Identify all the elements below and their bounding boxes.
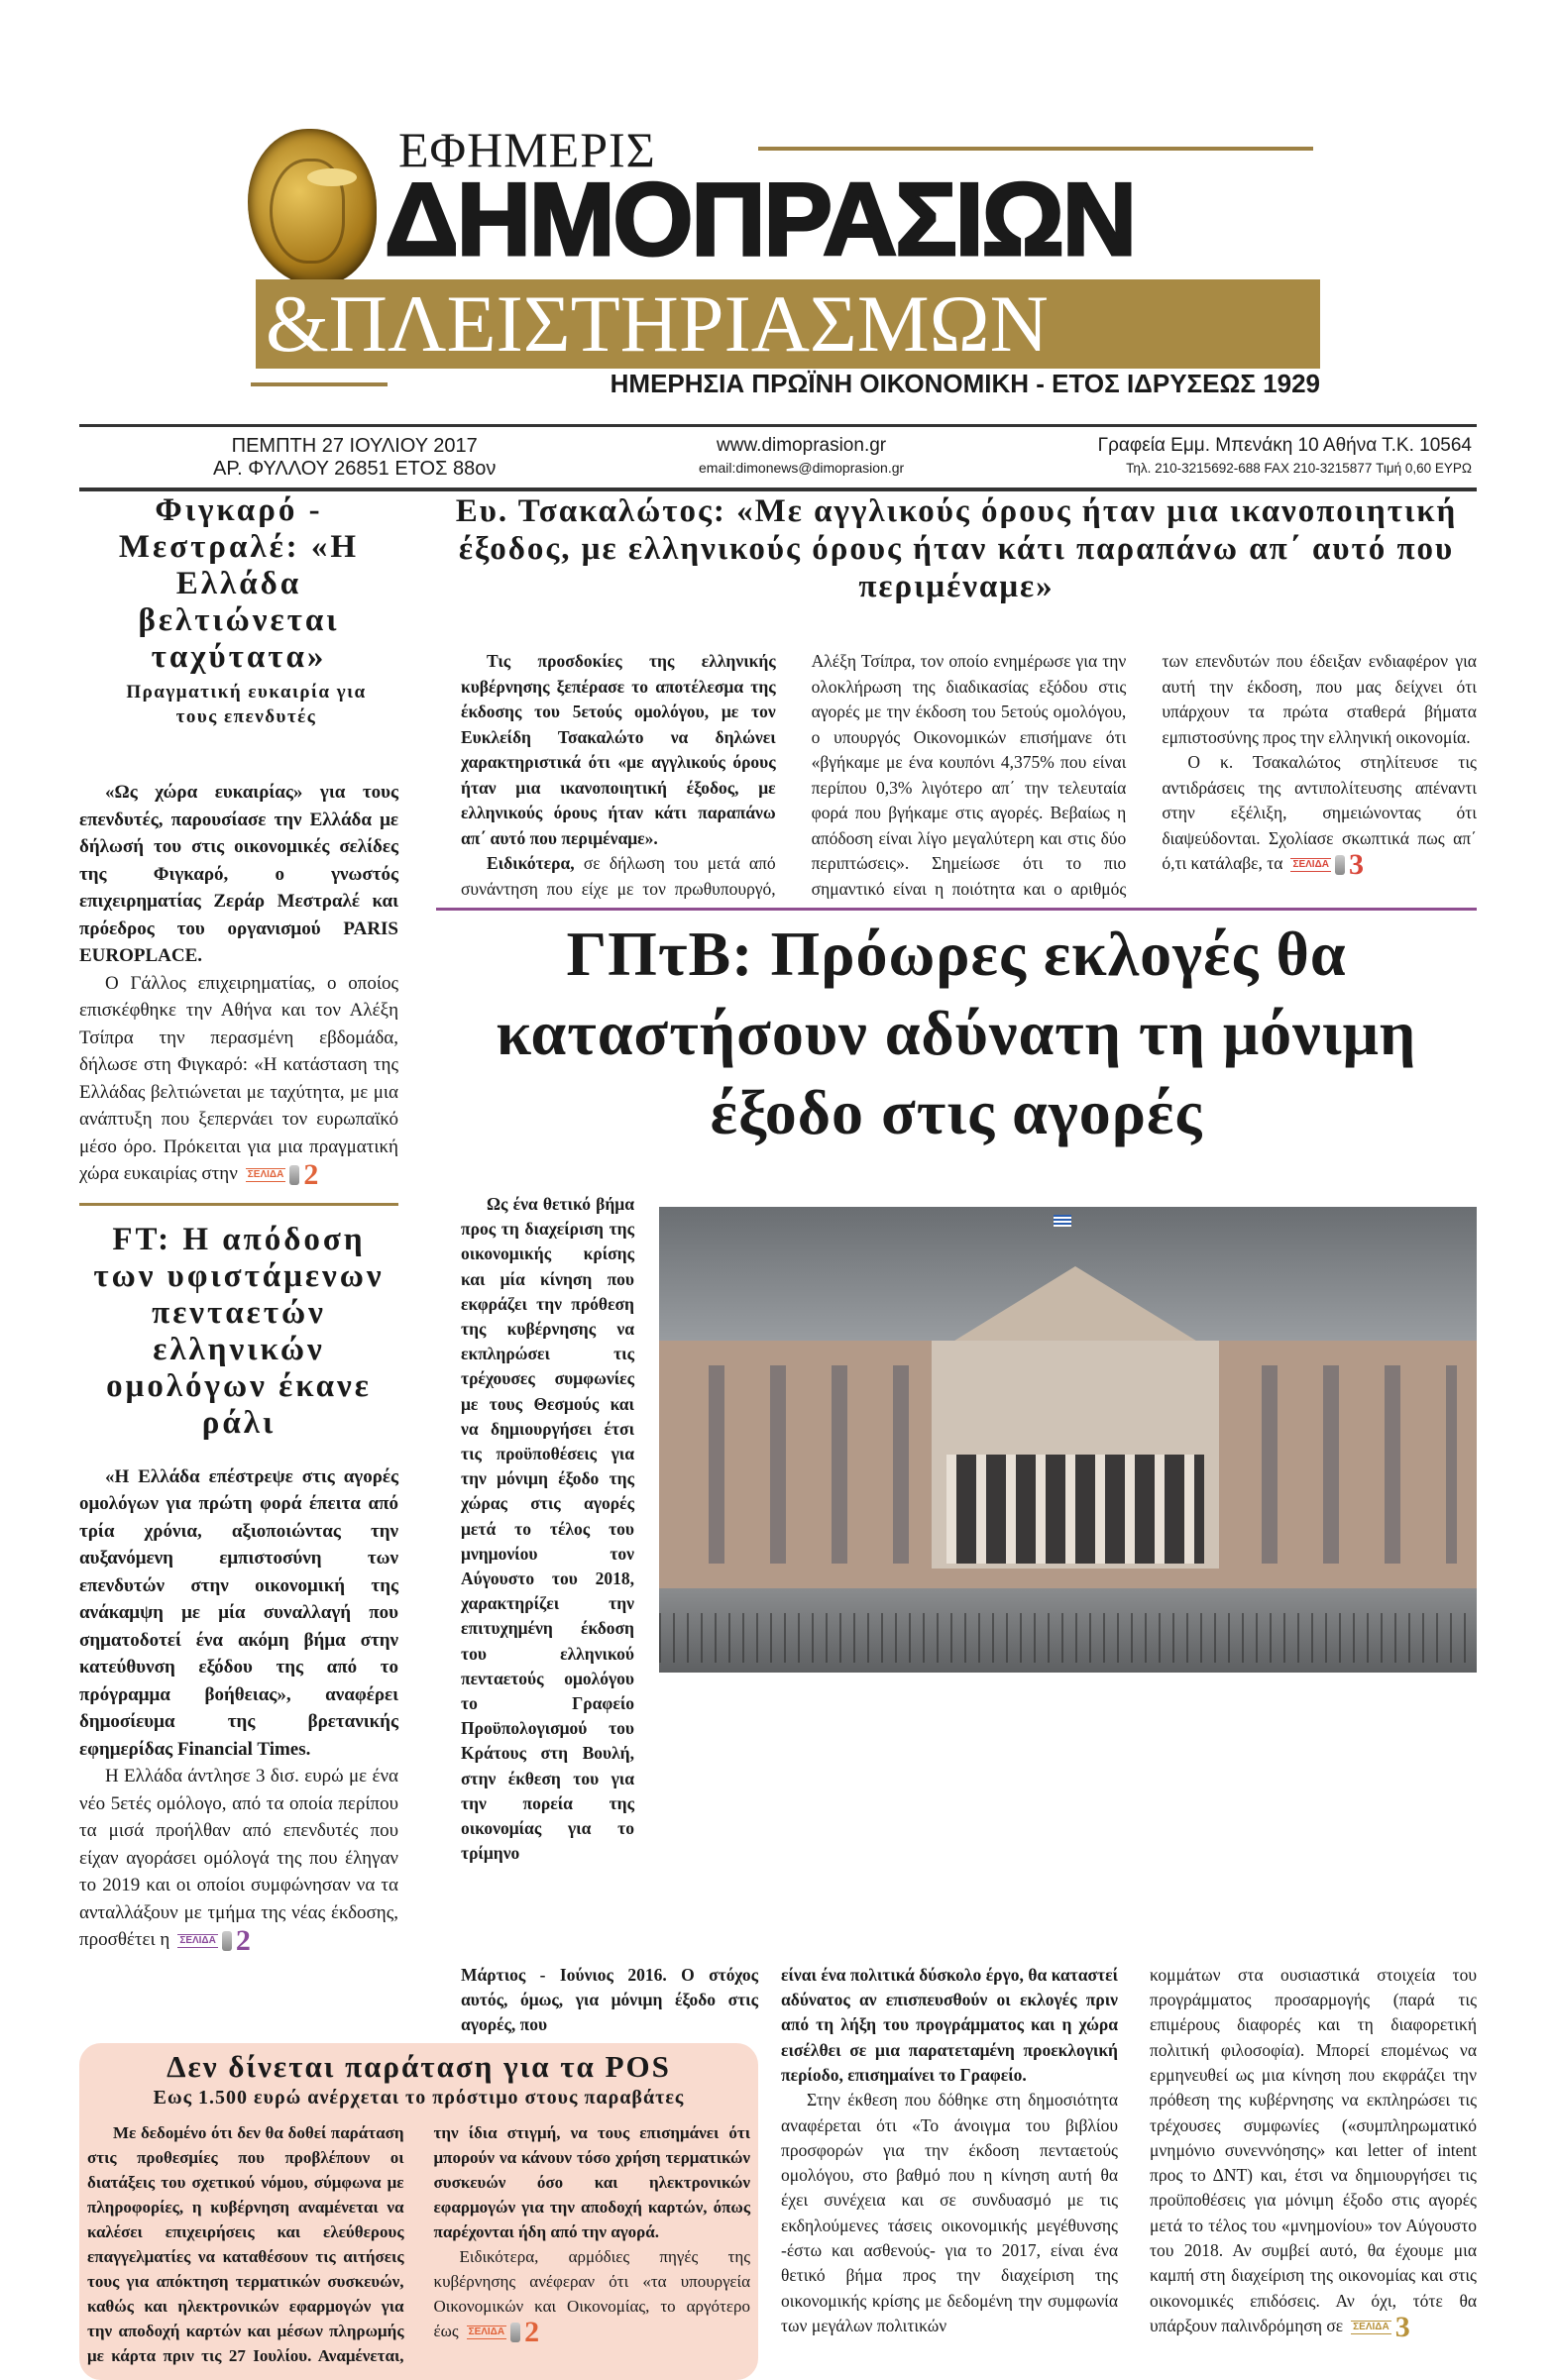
tsakalotos-p2: σε δήλωση του μετά από συνάντηση που είχε με τον πρωθυπουργό, Αλέξη Τσίπρα, τον οποίο ενημέρωσε για την ολοκλήρωση της διαδικασίας εξόδου στις αγορές με την έκδοση του 5ετούς ομολόγου, ο υπουργός Οικονομικών επισήμανε ότι «βγήκαμε με ένα κουπόνι 4,375% που είναι περίπου 0,3% λιγότερο απ΄ την τελευταία φορά που βγήκαμε στις αγορές. Βεβαίως η απόδοση είναι λίγο μεγαλύτερη και στις δύο περιπτώσεις». Σημείωσε ότι το πιο σημαντικό είναι η ποιότητα και ο αριθμός των επενδυτών που έδειξαν ενδιαφέρον για αυτή την έκδοση, που μας δείχνει ότι υπάρχουν τα πρώτα σταθερά βήματα εμπιστοσύνης προς την ελληνική οικονομία. [461,651,1477,899]
tsakalotos-headline: Ευ. Τσακαλώτος: «Με αγγλικούς όρους ήταν μια ικανοποιητική έξοδος, με ελληνικούς όρους ήταν κάτι παραπάνω απ΄ αυτό που περιμέναμε» [455,493,1458,604]
pos-box [79,2043,758,2380]
tsakalotos-lead: Τις προσδοκίες της ελληνικής κυβέρνησης ξεπέρασε το αποτέλεσμα της έκδοσης του 5ετούς ομολόγου, με τον Ευκλείδη Τσακαλώτο να δηλώνει χαρακτηριστικά ότι «με αγγλικούς όρους ήταν μια ικανοποιητική έξοδος, με ελληνικούς όρους ήταν κάτι παραπάνω απ΄ αυτό που περιμέναμε». [461,651,776,848]
jump-label: ΣΕΛΙΔΑ [1292,859,1329,870]
divider [758,147,1313,151]
right-column [436,492,1477,1866]
page-content [79,492,1477,2380]
pos-text: Ειδικότερα, αρμόδιες πηγές της κυβέρνησης ανέφεραν ότι «τα υπουργεία Οικονομικών και Οικονομίας, το αργότερο έως [433,2247,750,2341]
ft-text: Η Ελλάδα άντλησε 3 δισ. ευρώ με ένα νέο 5ετές ομόλογο, από τα οποία περίπου τα μισά προήλθαν από επενδυτές που είχαν αγοράσει ομόλογά της που έληγαν το 2019 και οι οποίοι συμφώνησαν να τα ανταλλάξουν με τμήμα της νέας έκδοσης, προσθέτει η [79,1766,398,1951]
tsakalotos-p2-lead: Ειδικότερα, [487,853,575,873]
contact-line: Τηλ. 210-3215692-688 FAX 210-3215877 Τιμή 0,60 ΕΥΡΩ [1126,461,1472,476]
figure-icon [510,2323,520,2342]
issue-number: ΑΡ. ΦΥΛΛΟΥ 26851 ΕΤΟΣ 88ον [213,458,497,480]
jump-label: ΣΕΛΙΔΑ [468,2326,505,2338]
divider [251,382,388,386]
main-c2-bold: είναι ένα πολιτικά δύσκολο έργο, θα καταστεί αδύνατος αν επισπευσθούν οι εκλογές πριν από τη λήξη του προγράμματος και η χώρα εισέλθει σε μια παρατεταμένη προεκλογική περίοδο, επισημαίνει το Γραφείο. [781,1964,1118,2085]
left-column [79,492,398,1955]
issue-date: ΠΕΜΠΤΗ 27 ΙΟΥΛΙΟΥ 2017 [231,435,478,457]
main-headline: ΓΠτΒ: Πρόωρες εκλογές θα καταστήσουν αδύνατη τη μόνιμη έξοδο στις αγορές [496,919,1417,1147]
lower-left [79,1963,758,2380]
web-info [699,434,904,480]
website-link[interactable]: www.dimoprasion.gr [717,435,887,456]
jump-page: 3 [1394,2310,1410,2343]
main-c2-text: Στην έκθεση που δόθηκε στη δημοσιότητα αναφέρεται ότι «Το άνοιγμα του βιβλίου προσφορών για την έκδοση πενταετούς ομολόγου, στο βαθμό που η κίνηση αυτή θα έχει συνέχεια και σε συνδυασμό με τις εκδηλούμενες τάσεις οικονομικής μεγέθυνσης -έστω και ασθενούς- για το 2017, είναι ένα θετικό βήμα προς την διαχείριση της οικονομικής κρίσης με δεδομένη την συμφωνία των μεγάλων πολιτικών [781,2090,1118,2335]
pos-lead: Με δεδομένο ότι δεν θα δοθεί παράταση στις προθεσμίες που προβλέπουν οι διατάξεις του σχετικού νόμου, σύμφωνα με πληροφορίες, η κυβέρνηση αναμένεται να καλέσει επιχειρήσεις και ελεύθερους επαγγελματίες να καταθέσουν τις αιτήσεις τους για απόκτηση τερματικών συσκευών, καθώς και ηλεκτρονικών εφαρμογών για την αποδοχή καρτών και μέσων πληρωμής με κάρτα πριν τις 27 Ιουλίου. Αναμένεται, την ίδια στιγμή, να τους επισημάνει ότι μπορούν να κάνουν τόσο χρήση τερματικών συσκευών όσο και ηλεκτρονικών εφαρμογών για την αποδοχή καρτών, όπως παρέχονται ήδη από την αγορά. [87,2123,750,2366]
divider [79,1203,398,1206]
main-column-3 [1150,1963,1477,2341]
parliament-photo [659,1207,1477,1673]
pos-article [87,2120,750,2368]
jump-label: ΣΕΛΙΔΑ [247,1168,284,1180]
upper-section [79,492,1477,1955]
masthead-title: ΔΗΜΟΠΡΑΣΙΩΝ [385,162,1136,277]
figaro-lead: «Ως χώρα ευκαιρίας» για τους επενδυτές, παρουσίασε την Ελλάδα με δήλωσή του στις οικονομικές σελίδες της Φιγκαρό, ο γνωστός επιχειρηματίας Ζεράρ Μεστραλέ και πρόεδρος του οργανισμού PARIS EUROPLACE. [79,782,398,966]
jump-page: 2 [303,1157,319,1191]
main-column-1 [461,1192,634,1866]
tsakalotos-article [461,649,1477,902]
main-photo-row [461,1192,1477,1866]
jump-page: 3 [1348,848,1364,881]
lower-section [79,1963,1477,2380]
pos-headline: Δεν δίνεται παράταση για τα POS [167,2049,671,2085]
pos-subhead: Εως 1.500 ευρώ ανέρχεται το πρόστιμο στους παραβάτες [153,2087,685,2110]
main-column-1-continued [461,1963,758,2038]
hermes-coin-logo [248,129,377,285]
divider [436,908,1477,911]
figure-icon [289,1165,299,1185]
main-column-2 [781,1963,1118,2338]
ft-headline: FT: Η απόδοση των υφιστάμενων πενταετών ελληνικών ομολόγων έκανε ράλι [93,1221,385,1441]
figaro-subhead: Πραγματική ευκαιρία για τους επενδυτές [126,682,367,727]
ft-article [79,1463,398,1955]
jump-label: ΣΕΛΙΔΑ [1353,2321,1389,2332]
jump-link-page[interactable] [1290,848,1364,881]
jump-page: 2 [524,2316,540,2349]
tsakalotos-p3: Ο κ. Τσακαλώτος στηλίτευσε τις αντιδράσεις της αντιπολίτευσης απέναντι στην εξέλιξη, σημειώνοντας ότι διαψεύδονται. Σχολίασε σκωπτικά πως απ΄ ό,τι κατάλαβε, τα [1162,752,1477,874]
jump-label: ΣΕΛΙΔΑ [179,1934,216,1946]
issue-info [213,435,496,481]
email-link[interactable]: email:dimonews@dimoprasion.gr [699,460,905,476]
figaro-headline: Φιγκαρό - Μεστραλέ: «Η Ελλάδα βελτιώνεται ταχύτατα» [118,492,360,675]
jump-page: 2 [235,1923,251,1957]
jump-link-page[interactable] [177,1923,251,1957]
greek-flag [1054,1215,1071,1227]
masthead-line3: &ΠΛΕΙΣΤΗΡΙΑΣΜΩΝ [266,278,1049,369]
figaro-article [79,779,398,1189]
office-address: Γραφεία Εμμ. Μπενάκη 10 Αθήνα Τ.Κ. 10564 [1097,435,1472,456]
divider [79,424,1477,427]
main-lead-cont: Μάρτιος - Ιούνιος 2016. Ο στόχος αυτός, όμως, για μόνιμη έξοδο στις αγορές, που [461,1964,758,2035]
jump-link-page[interactable] [246,1157,319,1191]
figure-icon [222,1931,232,1951]
office-info [1021,434,1472,480]
figure-icon [1335,855,1345,875]
jump-link-page[interactable] [1351,2310,1410,2343]
masthead-line1: ΕΦΗΜΕΡΙΣ [398,122,656,177]
masthead-tagline: ΗΜΕΡΗΣΙΑ ΠΡΩΪΝΗ ΟΙΚΟΝΟΜΙΚΗ - ΕΤΟΣ ΙΔΡΥΣΕΩΣ 1929 [610,369,1320,398]
jump-link-page[interactable] [467,2316,540,2349]
main-lead: Ως ένα θετικό βήμα προς τη διαχείριση της οικονομικής κρίσης και μία κίνηση που εκφράζει την πρόθεση της κυβέρνησης να εκπληρώσει τις τρέχουσες συμφωνίες με τους Θεσμούς και να δημιουργήσει έτσι τις προϋποθέσεις για την μόνιμη έξοδο της χώρας στις αγορές μετά το τέλος του μνημονίου τον Αύγουστο του 2018, χαρακτηρίζει την επιτυχημένη έκδοση του ελληνικού πενταετούς ομολόγου το Γραφείο Προϋπολογισμού του Κράτους στη Βουλή, στην έκθεση του για την πορεία της οικονομίας για το τρίμηνο [461,1194,634,1864]
main-c3-text: κομμάτων στα ουσιαστικά στοιχεία του προγράμματος προσαρμογής (παρά τις επιμέρους διαφορές και τη διαφορετική πολιτική φιλοσοφία). Μπορεί επομένως να ερμηνευθεί ως μια κίνηση που εκφράζει την πρόθεση της κυβέρνησης να εκπληρώσει τις τρέχουσες συμφωνίες («συμπληρωματικό μνημόνιο συνεννόησης» και letter of intent προς το ΔΝΤ) και, έτσι να δημιουργήσει τις προϋποθέσεις για μόνιμη έξοδο στις αγορές μετά το τέλος του «μνημονίου» τον Αύγουστο του 2018. Αν συμβεί αυτό, θα έχουμε μια καμπή στη διαχείριση της οικονομίας και στις οικονομικές επιδόσεις. Αν όχι, τότε θα υπάρξουν παλινδρόμηση σε [1150,1964,1477,2335]
divider [79,487,1477,491]
figaro-text: Ο Γάλλος επιχειρηματίας, ο οποίος επισκέφθηκε την Αθήνα και τον Αλέξη Τσίπρα την περασμένη εβδομάδα, δήλωσε στη Φιγκαρό: «Η κατάσταση της Ελλάδας βελτιώνεται με ταχύτητα, με μια ανάπτυξη που ξεπερνάει τον ευρωπαϊκό μέσο όρο. Πρόκειται για μια πραγματική χώρα ευκαιρίας στην [79,972,398,1184]
ft-lead: «Η Ελλάδα επέστρεψε στις αγορές ομολόγων για πρώτη φορά έπειτα από τρία χρόνια, αξιοποιώντας την αυξανόμενη εμπιστοσύνη των επενδυτών στην οικονομική της ανάκαμψη με μία συναλλαγή που σηματοδοτεί ένα ακόμη βήμα στην κατεύθυνση εξόδου της από το πρόγραμμα βοήθειας», αναφέρει δημοσίευμα της βρετανικής εφημερίδας Financial Times. [79,1465,398,1760]
